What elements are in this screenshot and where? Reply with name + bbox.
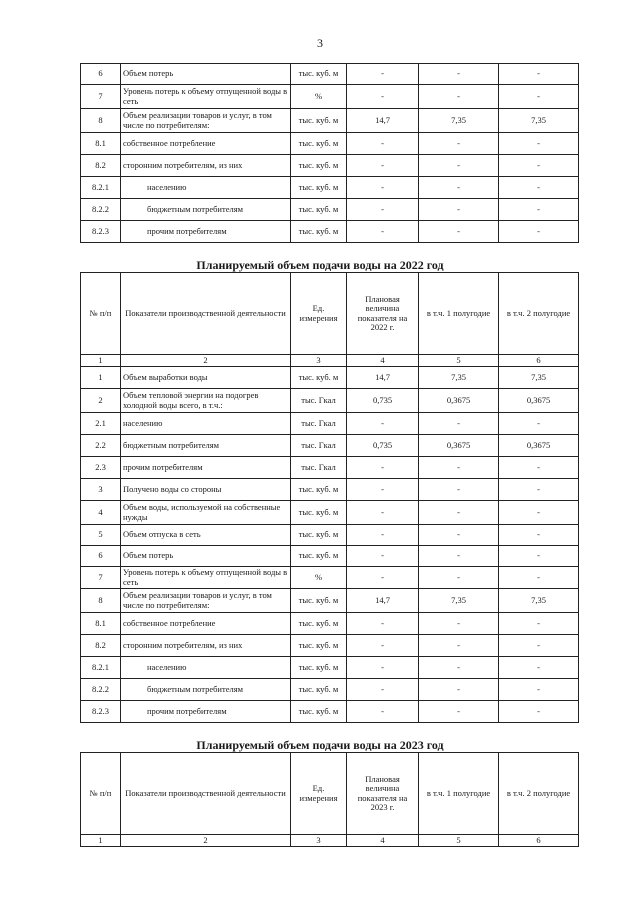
- table-2023: [80, 752, 579, 847]
- row-plan: -: [347, 679, 419, 701]
- row-plan: -: [347, 613, 419, 635]
- row-indicator: Уровень потерь к объему отпущенной воды в сеть: [121, 85, 291, 109]
- row-number: 8.1: [81, 133, 121, 155]
- row-unit: тыс. Гкал: [291, 457, 347, 479]
- row-unit: тыс. куб. м: [291, 701, 347, 723]
- row-number: 1: [81, 367, 121, 389]
- row-half2: -: [499, 133, 579, 155]
- row-number: 8.2.1: [81, 177, 121, 199]
- row-half1: -: [419, 413, 499, 435]
- table-row: [81, 435, 579, 457]
- header-unit: Ед. измерения: [291, 753, 347, 835]
- row-half1: -: [419, 221, 499, 243]
- table-2021-continued: [80, 63, 579, 243]
- colnum: 2: [121, 835, 291, 847]
- table-row: [81, 221, 579, 243]
- row-half2: 7,35: [499, 367, 579, 389]
- row-indicator: сторонним потребителям, из них: [121, 155, 291, 177]
- row-indicator: прочим потребителям: [121, 457, 291, 479]
- colnum: 6: [499, 835, 579, 847]
- table-header-row: [81, 753, 579, 835]
- row-half1: 0,3675: [419, 435, 499, 457]
- row-number: 2.1: [81, 413, 121, 435]
- row-indicator: Объем отпуска в сеть: [121, 525, 291, 546]
- row-half1: -: [419, 199, 499, 221]
- colnum: 2: [121, 355, 291, 367]
- row-unit: %: [291, 567, 347, 589]
- row-plan: -: [347, 657, 419, 679]
- row-indicator: Получено воды со стороны: [121, 479, 291, 501]
- table-row: [81, 613, 579, 635]
- row-plan: -: [347, 413, 419, 435]
- row-half1: -: [419, 635, 499, 657]
- row-number: 8.2.1: [81, 657, 121, 679]
- row-number: 8.2.3: [81, 221, 121, 243]
- row-indicator: Объем выработки воды: [121, 367, 291, 389]
- table-2022: [80, 272, 579, 723]
- row-plan: -: [347, 635, 419, 657]
- row-number: 2.3: [81, 457, 121, 479]
- row-unit: тыс. куб. м: [291, 679, 347, 701]
- row-half2: 0,3675: [499, 389, 579, 413]
- page-number: 3: [317, 36, 323, 50]
- table-row: [81, 64, 579, 85]
- row-number: 8.2.3: [81, 701, 121, 723]
- row-unit: тыс. Гкал: [291, 389, 347, 413]
- row-half2: -: [499, 635, 579, 657]
- row-number: 3: [81, 479, 121, 501]
- row-number: 8.1: [81, 613, 121, 635]
- row-plan: -: [347, 546, 419, 567]
- colnum: 1: [81, 835, 121, 847]
- row-half1: -: [419, 679, 499, 701]
- row-unit: тыс. куб. м: [291, 613, 347, 635]
- column-number-row: [81, 355, 579, 367]
- row-unit: тыс. куб. м: [291, 501, 347, 525]
- colnum: 4: [347, 355, 419, 367]
- row-plan: -: [347, 177, 419, 199]
- header-plan: Плановая величина показателя на 2023 г.: [347, 753, 419, 835]
- table-row: [81, 589, 579, 613]
- row-number: 8.2: [81, 155, 121, 177]
- row-half2: -: [499, 657, 579, 679]
- row-half1: -: [419, 177, 499, 199]
- row-unit: тыс. куб. м: [291, 635, 347, 657]
- header-half2: в т.ч. 2 полугодие: [499, 273, 579, 355]
- row-half1: -: [419, 701, 499, 723]
- row-plan: -: [347, 457, 419, 479]
- table-header-row: [81, 273, 579, 355]
- row-half2: 0,3675: [499, 435, 579, 457]
- row-unit: тыс. куб. м: [291, 133, 347, 155]
- table-row: [81, 457, 579, 479]
- header-unit: Ед. измерения: [291, 273, 347, 355]
- row-indicator: Объем воды, используемой на собственные нужды: [121, 501, 291, 525]
- row-indicator: бюджетным потребителям: [121, 679, 291, 701]
- row-number: 8.2: [81, 635, 121, 657]
- row-half1: -: [419, 457, 499, 479]
- row-half1: -: [419, 64, 499, 85]
- row-half2: 7,35: [499, 589, 579, 613]
- row-half2: -: [499, 199, 579, 221]
- row-number: 8.2.2: [81, 199, 121, 221]
- row-half1: -: [419, 85, 499, 109]
- row-half1: -: [419, 546, 499, 567]
- row-unit: тыс. куб. м: [291, 64, 347, 85]
- table-row: [81, 525, 579, 546]
- row-indicator: прочим потребителям: [121, 701, 291, 723]
- row-number: 4: [81, 501, 121, 525]
- row-half2: -: [499, 679, 579, 701]
- row-unit: тыс. куб. м: [291, 177, 347, 199]
- colnum: 4: [347, 835, 419, 847]
- row-unit: тыс. куб. м: [291, 109, 347, 133]
- colnum: 1: [81, 355, 121, 367]
- row-number: 2.2: [81, 435, 121, 457]
- row-number: 7: [81, 85, 121, 109]
- row-half2: -: [499, 501, 579, 525]
- row-half2: -: [499, 85, 579, 109]
- row-half2: -: [499, 155, 579, 177]
- row-number: 8: [81, 109, 121, 133]
- row-number: 8: [81, 589, 121, 613]
- row-indicator: населению: [121, 413, 291, 435]
- row-unit: %: [291, 85, 347, 109]
- row-plan: 0,735: [347, 389, 419, 413]
- row-plan: 0,735: [347, 435, 419, 457]
- header-number: № п/п: [81, 273, 121, 355]
- row-half1: 0,3675: [419, 389, 499, 413]
- row-half2: -: [499, 457, 579, 479]
- table-row: [81, 133, 579, 155]
- row-half2: -: [499, 221, 579, 243]
- row-indicator: Объем потерь: [121, 546, 291, 567]
- row-indicator: собственное потребление: [121, 613, 291, 635]
- colnum: 3: [291, 355, 347, 367]
- row-plan: 14,7: [347, 367, 419, 389]
- row-plan: -: [347, 221, 419, 243]
- row-indicator: Объем тепловой энергии на подогрев холодной воды всего, в т.ч.:: [121, 389, 291, 413]
- table-row: [81, 109, 579, 133]
- row-number: 6: [81, 546, 121, 567]
- row-half1: 7,35: [419, 589, 499, 613]
- row-plan: -: [347, 525, 419, 546]
- table-row: [81, 635, 579, 657]
- row-plan: 14,7: [347, 109, 419, 133]
- row-half1: 7,35: [419, 367, 499, 389]
- row-half1: -: [419, 567, 499, 589]
- row-plan: -: [347, 133, 419, 155]
- colnum: 5: [419, 355, 499, 367]
- row-unit: тыс. куб. м: [291, 155, 347, 177]
- table-2023-title: Планируемый объем подачи воды на 2023 год: [196, 738, 444, 752]
- row-number: 2: [81, 389, 121, 413]
- row-indicator: населению: [121, 177, 291, 199]
- table-row: [81, 389, 579, 413]
- row-unit: тыс. куб. м: [291, 479, 347, 501]
- table-row: [81, 155, 579, 177]
- table-row: [81, 177, 579, 199]
- row-indicator: сторонним потребителям, из них: [121, 635, 291, 657]
- row-half1: 7,35: [419, 109, 499, 133]
- row-number: 5: [81, 525, 121, 546]
- row-indicator: прочим потребителям: [121, 221, 291, 243]
- row-indicator: Объем реализации товаров и услуг, в том числе по потребителям:: [121, 109, 291, 133]
- table-row: [81, 479, 579, 501]
- row-half1: -: [419, 613, 499, 635]
- row-unit: тыс. куб. м: [291, 525, 347, 546]
- row-plan: -: [347, 85, 419, 109]
- header-plan: Плановая величина показателя на 2022 г.: [347, 273, 419, 355]
- row-number: 7: [81, 567, 121, 589]
- row-indicator: бюджетным потребителям: [121, 435, 291, 457]
- row-unit: тыс. куб. м: [291, 199, 347, 221]
- table-row: [81, 199, 579, 221]
- table-row: [81, 701, 579, 723]
- table-row: [81, 367, 579, 389]
- row-indicator: бюджетным потребителям: [121, 199, 291, 221]
- row-half2: -: [499, 567, 579, 589]
- colnum: 5: [419, 835, 499, 847]
- row-half1: -: [419, 501, 499, 525]
- row-unit: тыс. куб. м: [291, 546, 347, 567]
- row-plan: -: [347, 501, 419, 525]
- row-plan: -: [347, 155, 419, 177]
- row-indicator: собственное потребление: [121, 133, 291, 155]
- row-plan: 14,7: [347, 589, 419, 613]
- row-half2: -: [499, 479, 579, 501]
- row-plan: -: [347, 567, 419, 589]
- row-indicator: Объем реализации товаров и услуг, в том числе по потребителям:: [121, 589, 291, 613]
- row-half1: -: [419, 657, 499, 679]
- table-row: [81, 546, 579, 567]
- row-half2: -: [499, 177, 579, 199]
- table-row: [81, 657, 579, 679]
- colnum: 3: [291, 835, 347, 847]
- header-half1: в т.ч. 1 полугодие: [419, 753, 499, 835]
- table-2022-title: Планируемый объем подачи воды на 2022 год: [196, 258, 444, 272]
- row-half2: -: [499, 525, 579, 546]
- header-number: № п/п: [81, 753, 121, 835]
- row-indicator: Уровень потерь к объему отпущенной воды в сеть: [121, 567, 291, 589]
- row-indicator: Объем потерь: [121, 64, 291, 85]
- row-number: 8.2.2: [81, 679, 121, 701]
- row-unit: тыс. куб. м: [291, 367, 347, 389]
- row-half1: -: [419, 155, 499, 177]
- colnum: 6: [499, 355, 579, 367]
- row-plan: -: [347, 199, 419, 221]
- table-row: [81, 567, 579, 589]
- row-plan: -: [347, 479, 419, 501]
- header-half1: в т.ч. 1 полугодие: [419, 273, 499, 355]
- row-half2: -: [499, 64, 579, 85]
- row-unit: тыс. Гкал: [291, 413, 347, 435]
- row-unit: тыс. Гкал: [291, 435, 347, 457]
- row-half2: -: [499, 546, 579, 567]
- row-unit: тыс. куб. м: [291, 221, 347, 243]
- header-indicator: Показатели производственной деятельности: [121, 273, 291, 355]
- row-half2: 7,35: [499, 109, 579, 133]
- table-row: [81, 85, 579, 109]
- row-number: 6: [81, 64, 121, 85]
- row-half1: -: [419, 525, 499, 546]
- header-indicator: Показатели производственной деятельности: [121, 753, 291, 835]
- header-half2: в т.ч. 2 полугодие: [499, 753, 579, 835]
- row-plan: -: [347, 64, 419, 85]
- row-indicator: населению: [121, 657, 291, 679]
- row-plan: -: [347, 701, 419, 723]
- table-row: [81, 413, 579, 435]
- row-half1: -: [419, 479, 499, 501]
- table-row: [81, 501, 579, 525]
- column-number-row: [81, 835, 579, 847]
- row-half2: -: [499, 413, 579, 435]
- row-unit: тыс. куб. м: [291, 589, 347, 613]
- row-half1: -: [419, 133, 499, 155]
- table-row: [81, 679, 579, 701]
- row-half2: -: [499, 613, 579, 635]
- row-half2: -: [499, 701, 579, 723]
- row-unit: тыс. куб. м: [291, 657, 347, 679]
